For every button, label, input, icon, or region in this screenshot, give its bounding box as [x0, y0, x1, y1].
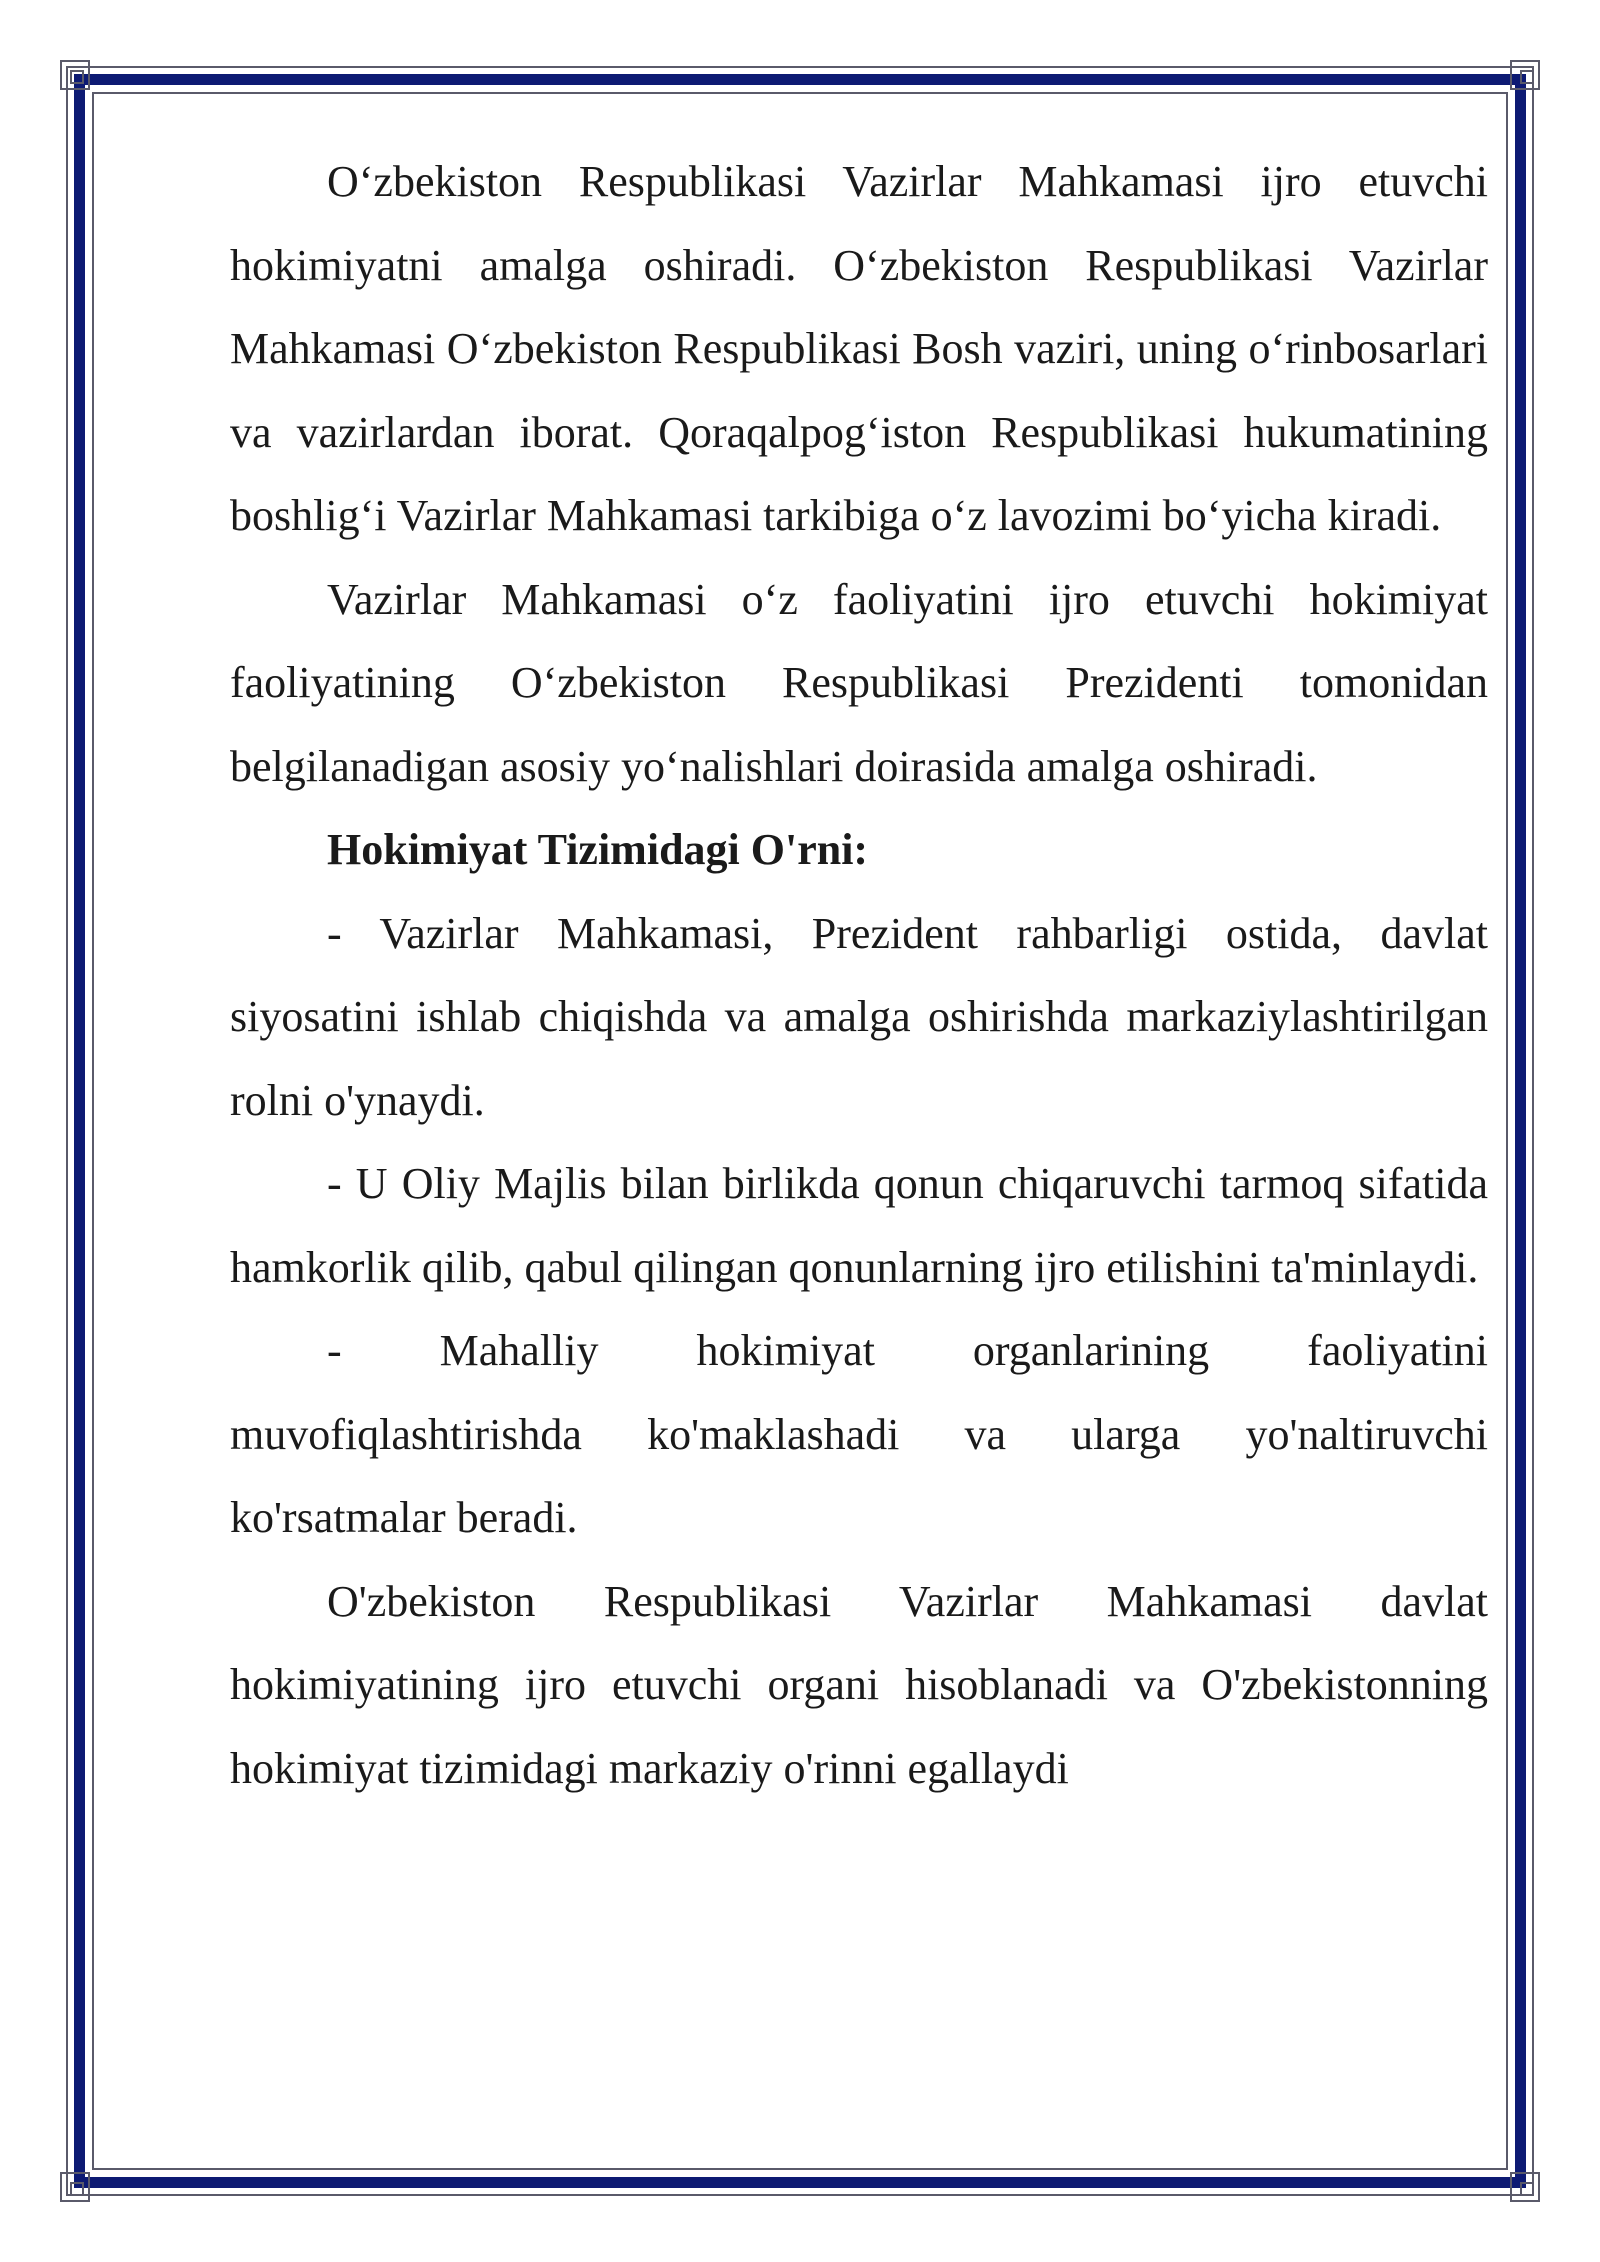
frame-corner-ornament: [60, 2172, 90, 2202]
frame-corner-ornament: [1510, 60, 1540, 90]
section-heading: Hokimiyat Tizimidagi O'rni:: [327, 825, 869, 874]
paragraph-activity: Vazirlar Mahkamasi o‘z faoliyatini ijro etuvchi hokimiyat faoliyatining O‘zbekiston Respublikasi Prezidenti tomonidan belgilanadigan asosiy yo‘nalishlari doirasida amalga oshiradi.: [230, 574, 1488, 791]
list-item: - Vazirlar Mahkamasi, Prezident rahbarligi ostida, davlat siyosatini ishlab chiqishda va amalga oshirishda markaziylashtirilgan rolni o'ynaydi.: [230, 908, 1488, 1125]
paragraph-intro: O‘zbekiston Respublikasi Vazirlar Mahkamasi ijro etuvchi hokimiyatni amalga oshiradi. O‘zbekiston Respublikasi Vazirlar Mahkamasi O‘zbekiston Respublikasi Bosh vaziri, uning o‘rinbosarlari va vazirlardan iborat. Qoraqalpog‘iston Respublikasi hukumatining boshlig‘i Vazirlar Mahkamasi tarkibiga o‘z lavozimi bo‘yicha kiradi.: [230, 157, 1488, 540]
document-body: [230, 140, 1488, 1810]
paragraph-conclusion: O'zbekiston Respublikasi Vazirlar Mahkamasi davlat hokimiyatining ijro etuvchi organi hisoblanadi va O'zbekistonning hokimiyat tizimidagi markaziy o'rinni egallaydi: [230, 1576, 1488, 1793]
frame-corner-ornament: [60, 60, 90, 90]
frame-corner-ornament: [1510, 2172, 1540, 2202]
list-item: - Mahalliy hokimiyat organlarining faoliyatini muvofiqlashtirishda ko'maklashadi va ularga yo'naltiruvchi ko'rsatmalar beradi.: [230, 1326, 1488, 1542]
list-item: - U Oliy Majlis bilan birlikda qonun chiqaruvchi tarmoq sifatida hamkorlik qilib, qabul qilingan qonunlarning ijro etilishini ta'minlaydi.: [230, 1159, 1488, 1292]
